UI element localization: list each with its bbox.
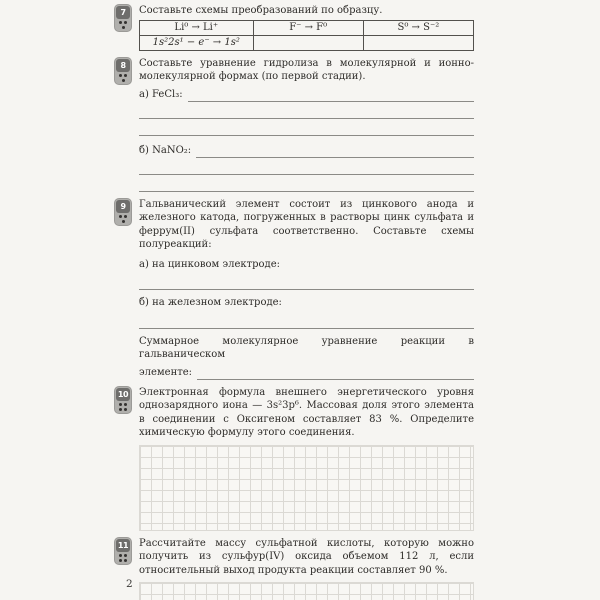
table-cell: Li⁰ → Li⁺ <box>140 20 254 35</box>
difficulty-dots-icon <box>117 213 129 225</box>
table-cell-empty <box>253 35 363 50</box>
task-text: Рассчитайте массу сульфатной кислоты, которую можно получить из сульфур(IV) оксида объемом 112 л, если относительный выход продукта реакции составляет 90 %. <box>139 537 474 576</box>
answer-line <box>139 177 474 192</box>
difficulty-dot <box>122 26 125 29</box>
task-badge <box>114 537 132 565</box>
task-badge <box>114 198 132 226</box>
difficulty-dot <box>124 215 127 218</box>
summary-label-continuation: элементе: <box>139 367 193 378</box>
difficulty-dot <box>119 74 122 77</box>
answer-line <box>139 275 474 290</box>
difficulty-dot <box>124 21 127 24</box>
item-b-label: б) NaNO₂: <box>139 145 192 156</box>
difficulty-dot <box>124 554 127 557</box>
answer-line <box>139 314 474 329</box>
difficulty-dot <box>124 74 127 77</box>
answer-line <box>188 88 474 102</box>
task-number: 7 <box>116 6 130 19</box>
task-section-11 <box>114 537 474 600</box>
difficulty-dots-icon <box>117 19 129 31</box>
answer-grid <box>139 445 474 531</box>
task-text: Составьте схемы преобразований по образцу. <box>139 5 383 16</box>
task-number: 11 <box>117 540 129 550</box>
transformations-table <box>139 20 474 51</box>
difficulty-dot <box>122 79 125 82</box>
task-text: Электронная формула внешнего энергетического уровня однозарядного иона — 3s²3p⁶. Массовая доля этого элемента в соединении с Оксигеном составляет 83 %. Определите химическую формулу этого соединения. <box>139 386 474 438</box>
page-content <box>114 4 474 600</box>
task-section-7 <box>114 4 474 51</box>
difficulty-dots-icon <box>117 401 129 413</box>
difficulty-dot <box>124 559 127 562</box>
answer-line <box>139 160 474 175</box>
difficulty-dot <box>119 21 122 24</box>
answer-line <box>196 144 474 158</box>
table-cell-example: 1s²2s¹ − e⁻ → 1s² <box>140 35 254 50</box>
difficulty-dot <box>119 403 122 406</box>
answer-line <box>139 121 474 136</box>
difficulty-dot <box>119 559 122 562</box>
task-text: Составьте уравнение гидролиза в молекулярной и ионно-молекулярной формах (по первой стадии). <box>139 57 474 82</box>
difficulty-dots-icon <box>117 552 129 564</box>
difficulty-dot <box>124 408 127 411</box>
task-section-10 <box>114 386 474 531</box>
task-badge <box>114 57 132 85</box>
item-a-label: а) на цинковом электроде: <box>139 258 281 270</box>
answer-line <box>139 104 474 119</box>
task-section-8 <box>114 57 474 192</box>
summary-label: Суммарное молекулярное уравнение реакции в гальваническом <box>139 335 474 360</box>
task-section-9 <box>114 198 474 380</box>
difficulty-dot <box>119 215 122 218</box>
table-cell: F⁻ → F⁰ <box>253 20 363 35</box>
difficulty-dot <box>122 220 125 223</box>
table-cell-empty <box>363 35 473 50</box>
answer-grid <box>139 582 474 600</box>
difficulty-dot <box>119 408 122 411</box>
page-number: 2 <box>126 578 133 590</box>
task-text: Гальванический элемент состоит из цинкового анода и железного катода, погруженных в растворы цинк сульфата и феррум(II) сульфата соответственно. Составьте схемы полуреакций: <box>139 198 474 250</box>
difficulty-dot <box>119 554 122 557</box>
task-number: 10 <box>117 389 129 399</box>
task-badge <box>114 386 132 414</box>
answer-line <box>197 366 474 380</box>
task-badge <box>114 4 132 32</box>
item-a-label: а) FeCl₃: <box>139 89 183 100</box>
table-cell: S⁰ → S⁻² <box>363 20 473 35</box>
difficulty-dot <box>124 403 127 406</box>
task-number: 8 <box>116 59 130 72</box>
task-number: 9 <box>116 200 130 213</box>
difficulty-dots-icon <box>117 72 129 84</box>
item-b-label: б) на железном электроде: <box>139 297 282 308</box>
